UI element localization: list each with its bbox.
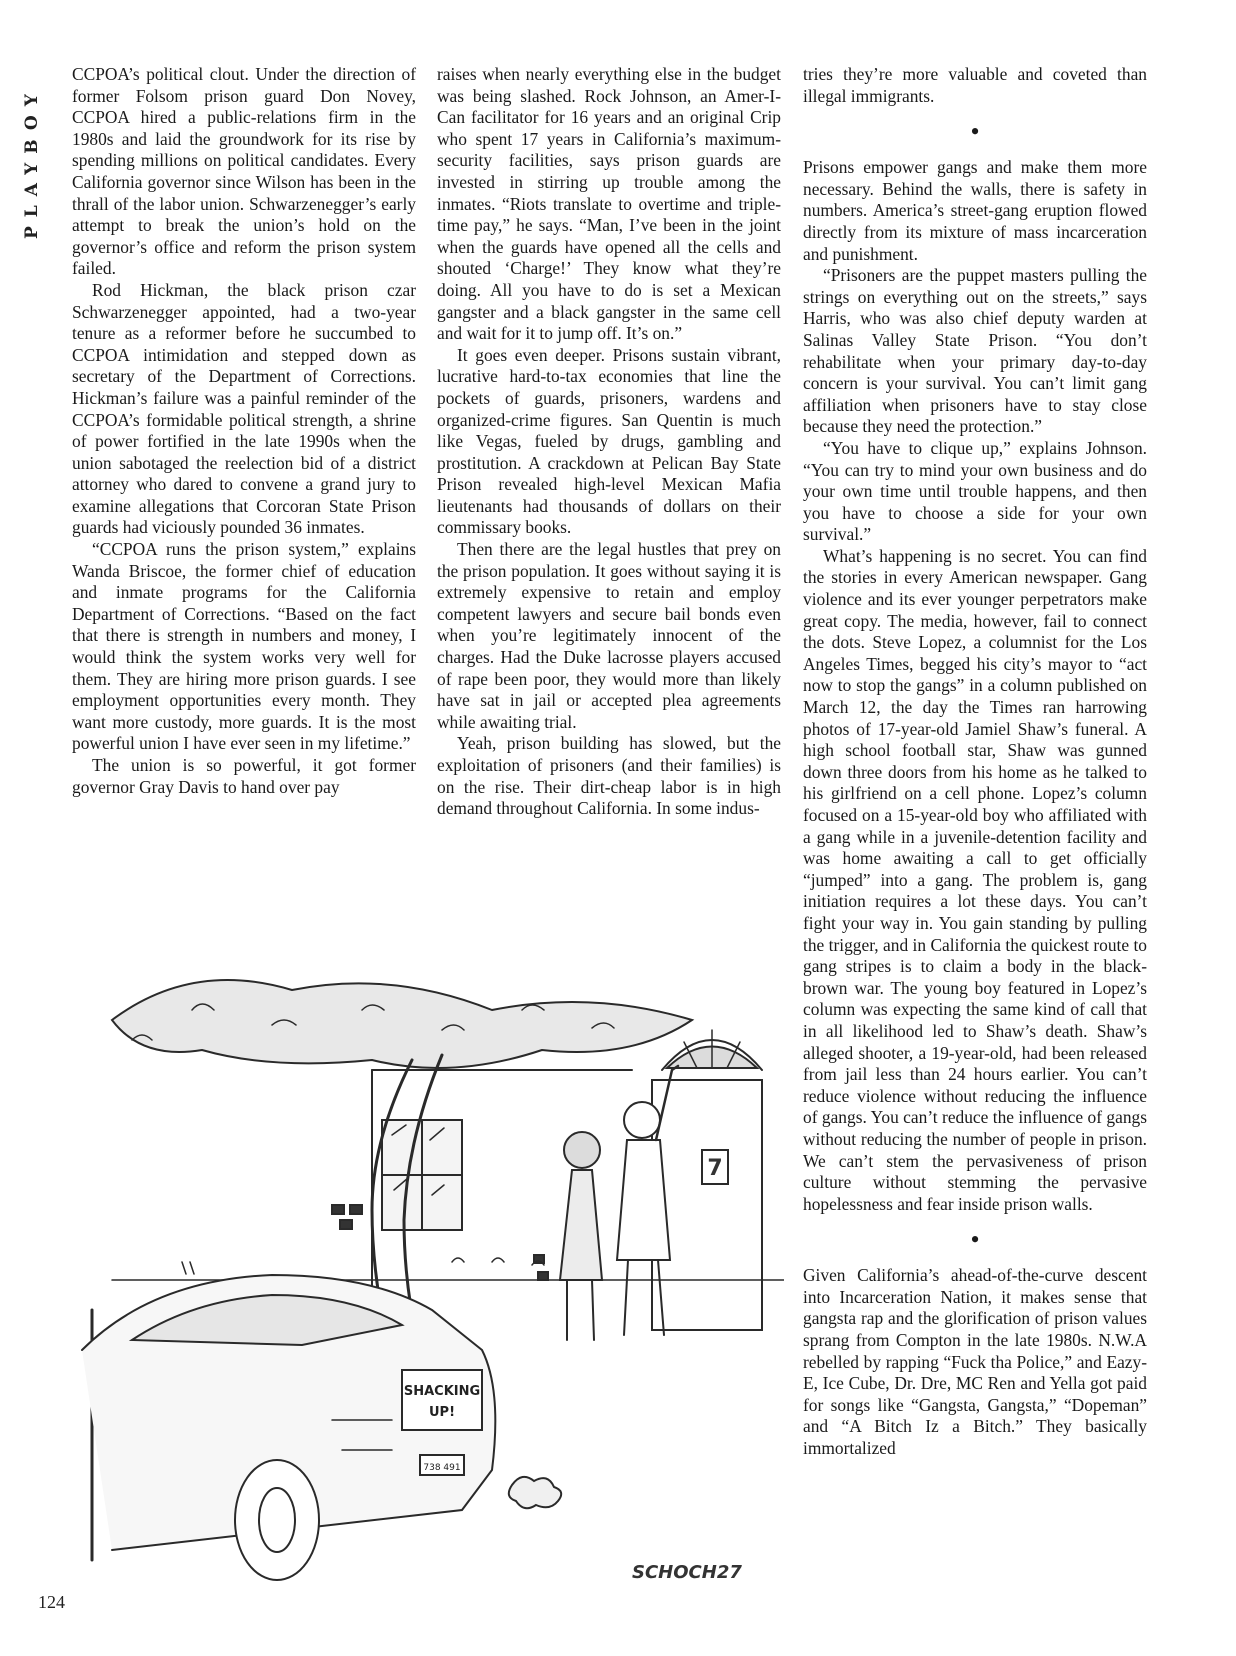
cartoon-illustration [72,950,784,1590]
paragraph: Given California’s ahead-of-the-curve descent into Incarceration Nation, it makes sense that gangsta rap and the glorification of prison values sprang from Compton in the late 1980s. N.W.A rebelled by rapping “Fuck tha Police,” and Eazy-E, Ice Cube, Dr. Dre, MC Ren and Yella got paid for songs like “Gangsta, Gangsta,” “Dopeman” and “A Bitch Iz a Bitch.” They basically immortalized [803,1265,1147,1459]
car-sign [402,1370,482,1430]
column-2 [437,64,781,820]
paragraph: Prisons empower gangs and make them more necessary. Behind the walls, there is safety in numbers. America’s street-gang eruption flowed directly from its mixture of mass incarceration and punishment. [803,157,1147,264]
column-3 [803,64,1147,1460]
paragraph: CCPOA’s political clout. Under the direction of former Folsom prison guard Don Novey, CCPOA hired a public-relations firm in the 1980s and laid the groundwork for its rise by spending millions on political candidates. Every California governor since Wilson has been in the thrall of the labor union. Schwarzenegger’s early attempt to break the union’s hold on the governor’s office and reform the prison system failed. [72,64,416,279]
paragraph: tries they’re more valuable and coveted than illegal immigrants. [803,64,1147,106]
masthead: PLAYBOY [22,85,42,239]
woman-figure [564,1132,600,1168]
paragraph: “CCPOA runs the prison system,” explains Wanda Briscoe, the former chief of education and inmate programs for the California Department of Corrections. “Based on the fact that there is strength in numbers and money, I would think the system works very well for them. They are hiring more prison guards. I see employment opportunities every month. They want more custody, more guards. It is the most powerful union I have ever seen in my lifetime.” [72,539,416,754]
paragraph: Then there are the legal hustles that prey on the prison population. It goes without saying it is extremely expensive to retain and employ competent lawyers and secure bail bonds even when you’re legitimately innocent of the charges. Had the Duke lacrosse players accused of rape been poor, they would more than likely have sat in jail or accepted plea agreements while awaiting trial. [437,539,781,732]
paragraph: What’s happening is no secret. You can find the stories in every American newspaper. Gang violence and its ever younger perpetrators make great copy. The media, however, fail to connect the dots. Steve Lopez, a columnist for the Los Angeles Times, begged his city’s mayor to “act now to stop the gangs” in a column published on March 12, the day the Times ran harrowing photos of 17-year-old Jamiel Shaw’s funeral. A high school football star, Shaw was gunned down three doors from his home as he talked to his girlfriend on a cell phone. Lopez’s column focused on a 15-year-old boy who affiliated with a gang while in a juvenile-detention facility and was home awaiting a call to get officially “jumped” into a gang. The problem is, gang initiation requires a lot these days. You can’t fight your way in. You gain standing by pulling the trigger, and in California the quickest route to gang stripes is to claim a body in the black-brown war. The young boy featured in Lopez’s column was expecting the same kind of call that in all likelihood led to Shaw’s death. Shaw’s alleged shooter, a 19-year-old, had been released from jail less than 24 hours earlier. You can’t reduce violence without reducing the influence of gangs. You can’t reduce the influence of gangs without reducing the number of people in prison. We can’t stem the pervasiveness of prison culture without stemming the pervasive hopelessness and fear inside prison walls. [803,545,1147,1214]
car-wheel [235,1460,319,1580]
license-plate-text: 738 491 [423,1463,461,1473]
paragraph: Rod Hickman, the black prison czar Schwarzenegger appointed, had a two-year tenure as a reformer before he succumbed to CCPOA intimidation and stepped down as secretary of the Department of Corrections. Hickman’s failure was a painful reminder of the CCPOA’s formidable political strength, a shrine of power fortified in the late 1990s when the union sabotaged the reelection bid of a district attorney who dared to convene a grand jury to examine allegations that Corcoran State Prison guards had viciously pounded 36 inmates. [72,279,416,538]
paragraph: The union is so powerful, it got former governor Gray Davis to hand over pay [72,755,416,797]
house-number: 7 [707,1156,723,1181]
paragraph: “Prisoners are the puppet masters pulling the strings on everything out on the streets,” says Harris, who was also chief deputy warden at Salinas Valley State Prison. “You don’t rehabilitate when your primary day-to-day concern is your survival. You can’t limit gang affiliation when prisoners have to stay close because they need the protection.” [803,265,1147,437]
car-sign-line-2: UP! [428,1405,456,1420]
car-sign-line-1: SHACKING [403,1384,481,1399]
page-number: 124 [38,1592,65,1612]
section-separator: • [970,1225,980,1255]
paragraph: raises when nearly everything else in the budget was being slashed. Rock Johnson, an Amer-I-Can facilitator for 16 years and an original Crip who spent 17 years in California’s maximum-security facilities, says prison guards are invested in stirring up trouble among the inmates. “Riots translate to overtime and triple-time pay,” he says. “Man, I’ve been in the joint when the guards have opened all the cells and shouted ‘Charge!’ They know what they’re doing. All you have to do is set a Mexican gangster and a black gangster in the same cell and wait for it to jump off. It’s on.” [437,64,781,344]
paragraph: “You have to clique up,” explains Johnson. “You can try to mind your own business and do your own time until trouble happens, and then you have to choose a side for your own survival.” [803,437,1147,545]
waving-arm [656,1066,678,1140]
column-1 [72,64,416,798]
paragraph: It goes even deeper. Prisons sustain vibrant, lucrative hard-to-tax economies that line the pockets of guards, prisoners, wardens and organized-crime figures. San Quentin is much like Vegas, fueled by drugs, gambling and prostitution. A crackdown at Pelican Bay State Prison revealed high-level Mexican Mafia lieutenants had thousands of dollars on their commissary books. [437,344,781,538]
section-separator: • [970,117,980,147]
tree-foliage [112,980,692,1068]
cartoonist-signature: SCHOCH27 [632,1562,742,1583]
doorway [652,1080,762,1330]
man-figure [624,1102,660,1138]
exhaust-cloud [509,1477,561,1508]
paragraph: Yeah, prison building has slowed, but the exploitation of prisoners (and their families) is on the rise. Their dirt-cheap labor is in high demand throughout California. In some indus- [437,733,781,819]
